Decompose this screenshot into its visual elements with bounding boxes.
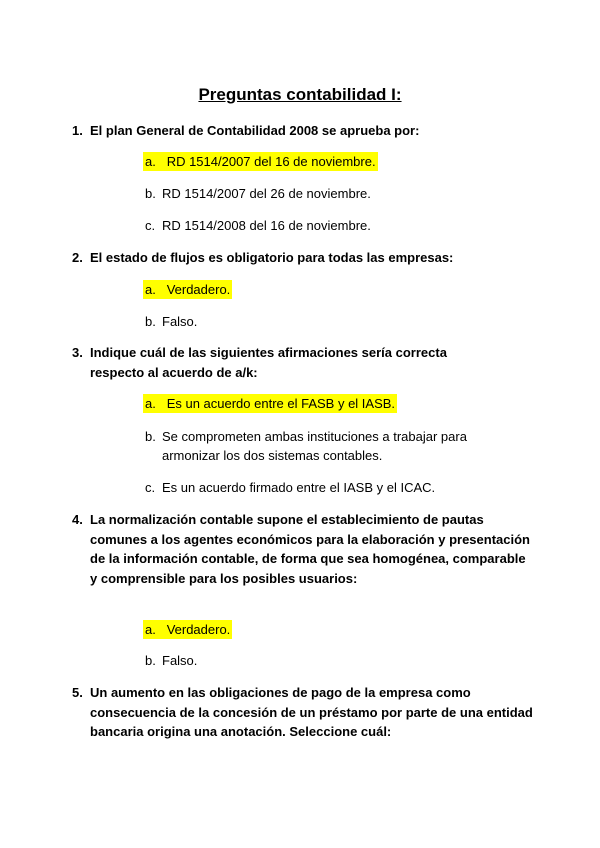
question-text: La normalización contable supone el establecimiento de pautas comunes a los agentes económicos para la elaboración y presentación de la información contable, de forma que sea homogénea, comparable y comprensible para los posibles usuarios: (90, 512, 530, 586)
option-text: Es un acuerdo entre el FASB y el IASB. (166, 396, 396, 411)
question-number: 1. (72, 123, 83, 138)
option-text: Verdadero. (166, 622, 231, 637)
question-text: Indique cuál de las siguientes afirmaciones sería correcta respecto al acuerdo de a/k: (90, 345, 447, 380)
option-text: Es un acuerdo firmado entre el IASB y el ICAC. (162, 480, 436, 495)
option-letter: b. (145, 314, 156, 329)
question-1-option-c (145, 216, 525, 235)
question-1-option-b (145, 184, 525, 203)
option-letter: c. (145, 480, 156, 495)
question-4-option-a (145, 620, 525, 639)
question-2-option-b (145, 312, 525, 331)
option-letter: c. (145, 218, 156, 233)
question-3 (72, 343, 492, 382)
question-text: El estado de flujos es obligatorio para todas las empresas: (90, 250, 454, 265)
answer-highlight (143, 280, 232, 299)
option-text: Verdadero. (166, 282, 231, 297)
page-title: Preguntas contabilidad I: (198, 85, 402, 104)
option-text: Se comprometen ambas instituciones a trabajar para armonizar los dos sistemas contables. (162, 429, 467, 463)
question-1 (72, 121, 532, 141)
question-text: Un aumento en las obligaciones de pago de la empresa como consecuencia de la concesión de un préstamo por parte de una entidad bancaria origina una anotación. Seleccione cuál: (90, 685, 533, 739)
option-text: Falso. (162, 653, 198, 668)
question-5 (72, 683, 534, 742)
question-4-option-b (145, 651, 525, 670)
question-number: 5. (72, 685, 83, 700)
option-text: RD 1514/2007 del 26 de noviembre. (162, 186, 371, 201)
question-2-option-a (145, 280, 525, 299)
answer-highlight (143, 152, 378, 171)
question-3-option-b (145, 427, 510, 465)
question-number: 3. (72, 345, 83, 360)
option-text: Falso. (162, 314, 198, 329)
question-number: 4. (72, 512, 83, 527)
option-letter: b. (145, 653, 156, 668)
option-letter: b. (145, 186, 156, 201)
option-text: RD 1514/2008 del 16 de noviembre. (162, 218, 371, 233)
option-letter: b. (145, 429, 156, 444)
option-text: RD 1514/2007 del 16 de noviembre. (166, 154, 376, 169)
question-text: El plan General de Contabilidad 2008 se aprueba por: (90, 123, 420, 138)
answer-highlight (143, 394, 397, 413)
option-letter: a. (145, 282, 156, 297)
option-letter: a. (145, 396, 156, 411)
answer-highlight (143, 620, 232, 639)
question-3-option-a (145, 394, 525, 413)
question-1-option-a (145, 152, 525, 171)
option-letter: a. (145, 622, 156, 637)
question-2 (72, 248, 532, 268)
option-letter: a. (145, 154, 156, 169)
question-3-option-c (145, 478, 525, 497)
question-number: 2. (72, 250, 83, 265)
question-4 (72, 510, 534, 588)
